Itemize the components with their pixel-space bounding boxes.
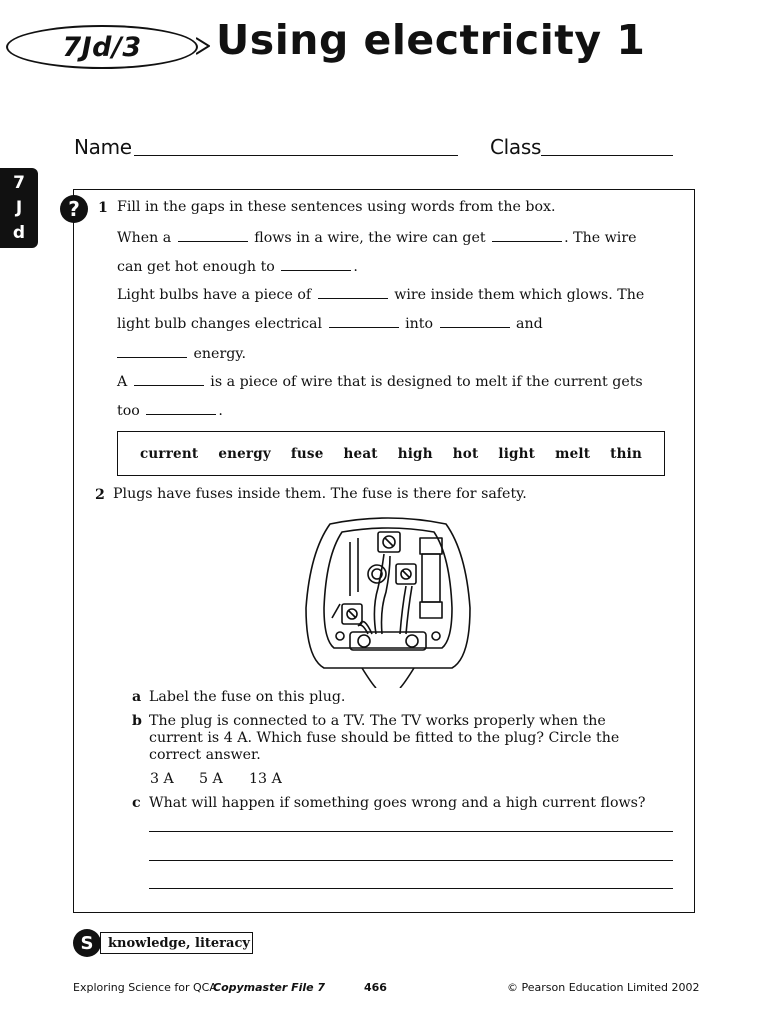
- q1-sentence-line: [117, 286, 644, 302]
- footer-series: Exploring Science for QCA: [73, 981, 217, 994]
- blank[interactable]: [492, 229, 562, 242]
- code-oval: [6, 25, 198, 69]
- blank[interactable]: [134, 373, 204, 386]
- q1-sentence-line: [117, 229, 637, 245]
- word-box: [117, 431, 665, 476]
- question-1-number: 1: [98, 200, 108, 216]
- side-tab-char: J: [15, 197, 23, 218]
- word: thin: [610, 445, 642, 462]
- text: When a: [117, 230, 172, 246]
- q2-part-a-text: Label the fuse on this plug.: [149, 689, 346, 705]
- page-title: Using electricity 1: [216, 16, 646, 64]
- q2-part-b-label: b: [132, 713, 142, 729]
- class-field[interactable]: [541, 155, 673, 156]
- question-mark-icon: ?: [60, 195, 88, 223]
- skills-label: knowledge, literacy: [100, 932, 253, 954]
- plug-diagram[interactable]: [302, 512, 474, 688]
- text: A: [117, 374, 128, 390]
- q2-part-c-text: What will happen if something goes wrong and a high current flows?: [149, 795, 646, 811]
- footer-copyright: © Pearson Education Limited 2002: [507, 981, 700, 994]
- q2-part-a-label: a: [132, 689, 142, 705]
- word: light: [498, 445, 536, 462]
- blank[interactable]: [117, 345, 187, 358]
- text: light bulb changes electrical: [117, 316, 323, 332]
- word: current: [140, 445, 199, 462]
- q1-sentence-line: [117, 402, 223, 418]
- question-2-prompt: Plugs have fuses inside them. The fuse is there for safety.: [113, 486, 527, 502]
- blank[interactable]: [178, 229, 248, 242]
- text: flows in a wire, the wire can get: [254, 230, 486, 246]
- blank[interactable]: [281, 258, 351, 271]
- answer-line[interactable]: [149, 831, 673, 832]
- text: wire inside them which glows. The: [394, 287, 645, 303]
- side-tab: [0, 168, 38, 248]
- name-label: Name: [74, 135, 132, 159]
- word: heat: [343, 445, 378, 462]
- blank[interactable]: [329, 315, 399, 328]
- blank[interactable]: [146, 402, 216, 415]
- text: and: [516, 316, 543, 332]
- text: Light bulbs have a piece of: [117, 287, 312, 303]
- side-tab-char: 7: [13, 172, 25, 193]
- blank[interactable]: [440, 315, 510, 328]
- word: energy: [218, 445, 271, 462]
- page-number: 466: [364, 981, 387, 994]
- text: too: [117, 403, 140, 419]
- word: high: [397, 445, 433, 462]
- worksheet-code: 7Jd/3: [62, 31, 142, 63]
- q2-part-b-text: correct answer.: [149, 747, 261, 763]
- q2-part-c-label: c: [132, 795, 141, 811]
- footer-file: Copymaster File 7: [213, 981, 326, 994]
- word: fuse: [290, 445, 324, 462]
- text: .: [353, 259, 358, 275]
- fuse-option[interactable]: 3 A: [150, 771, 174, 787]
- q2-part-b-text: current is 4 A. Which fuse should be fitted to the plug? Circle the: [149, 730, 620, 746]
- question-1-prompt: Fill in the gaps in these sentences using words from the box.: [117, 199, 556, 215]
- class-label: Class: [490, 135, 542, 159]
- word: melt: [555, 445, 591, 462]
- name-field[interactable]: [134, 155, 458, 156]
- skills-badge-icon: S: [73, 929, 101, 957]
- question-2-number: 2: [95, 487, 105, 503]
- q1-sentence-line: [117, 258, 358, 274]
- text: .: [218, 403, 223, 419]
- q2-part-b-text: The plug is connected to a TV. The TV works properly when the: [149, 713, 606, 729]
- fuse-option[interactable]: 5 A: [199, 771, 223, 787]
- text: . The wire: [564, 230, 637, 246]
- side-tab-char: d: [12, 223, 26, 244]
- text: can get hot enough to: [117, 259, 275, 275]
- fuse-option[interactable]: 13 A: [249, 771, 282, 787]
- answer-line[interactable]: [149, 888, 673, 889]
- word: hot: [452, 445, 479, 462]
- q1-sentence-line: [117, 373, 643, 389]
- answer-line[interactable]: [149, 860, 673, 861]
- blank[interactable]: [318, 286, 388, 299]
- q1-sentence-line: [117, 345, 246, 361]
- text: into: [405, 316, 433, 332]
- oval-arrow-tail: [196, 36, 210, 56]
- q1-sentence-line: [117, 315, 543, 331]
- text: energy.: [193, 346, 246, 362]
- text: is a piece of wire that is designed to melt if the current gets: [210, 374, 643, 390]
